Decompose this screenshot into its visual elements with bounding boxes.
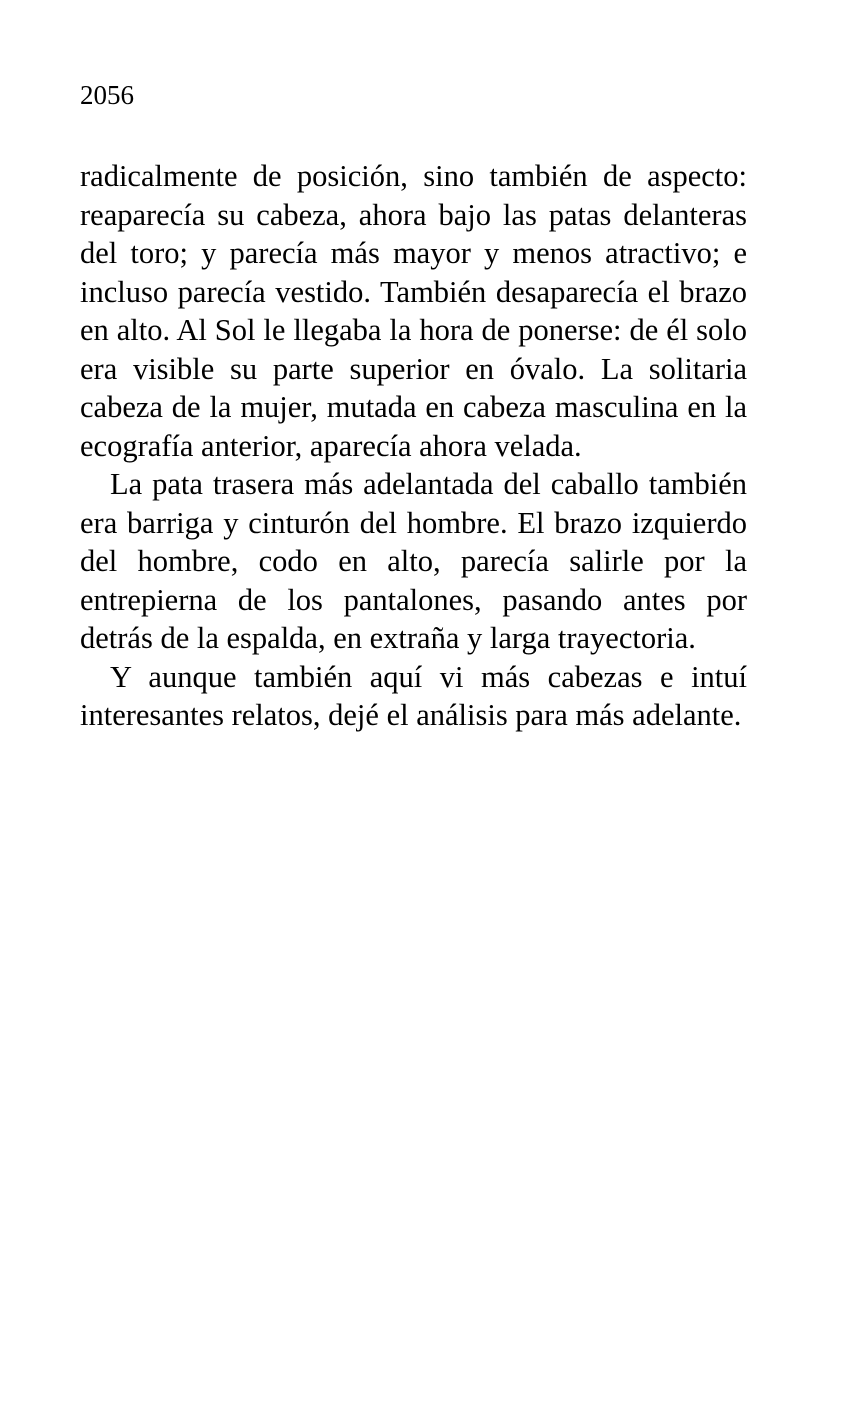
paragraph-conclusion: Y aunque también aquí vi más cabezas e intuí interesantes relatos, dejé el análisis para más adelante. <box>80 659 747 732</box>
body-text <box>80 157 747 735</box>
paragraph-horse-leg: La pata trasera más adelantada del caballo también era barriga y cinturón del hombre. El brazo izquierdo del hombre, codo en alto, parecía salirle por la entrepierna de los pantalones, pasando antes por detrás de la espalda, en extraña y larga trayectoria. <box>80 467 747 655</box>
page-number: 2056 <box>80 80 134 110</box>
paragraph-continuation: radicalmente de posición, sino también de aspecto: reaparecía su cabeza, ahora bajo las patas delanteras del toro; y parecía más mayor y menos atractivo; e incluso parecía vestido. También desaparecía el brazo en alto. Al Sol le llegaba la hora de ponerse: de él solo era visible su parte superior en óvalo. La solitaria cabeza de la mujer, mutada en cabeza masculina en la ecografía anterior, aparecía ahora velada. <box>80 159 747 463</box>
